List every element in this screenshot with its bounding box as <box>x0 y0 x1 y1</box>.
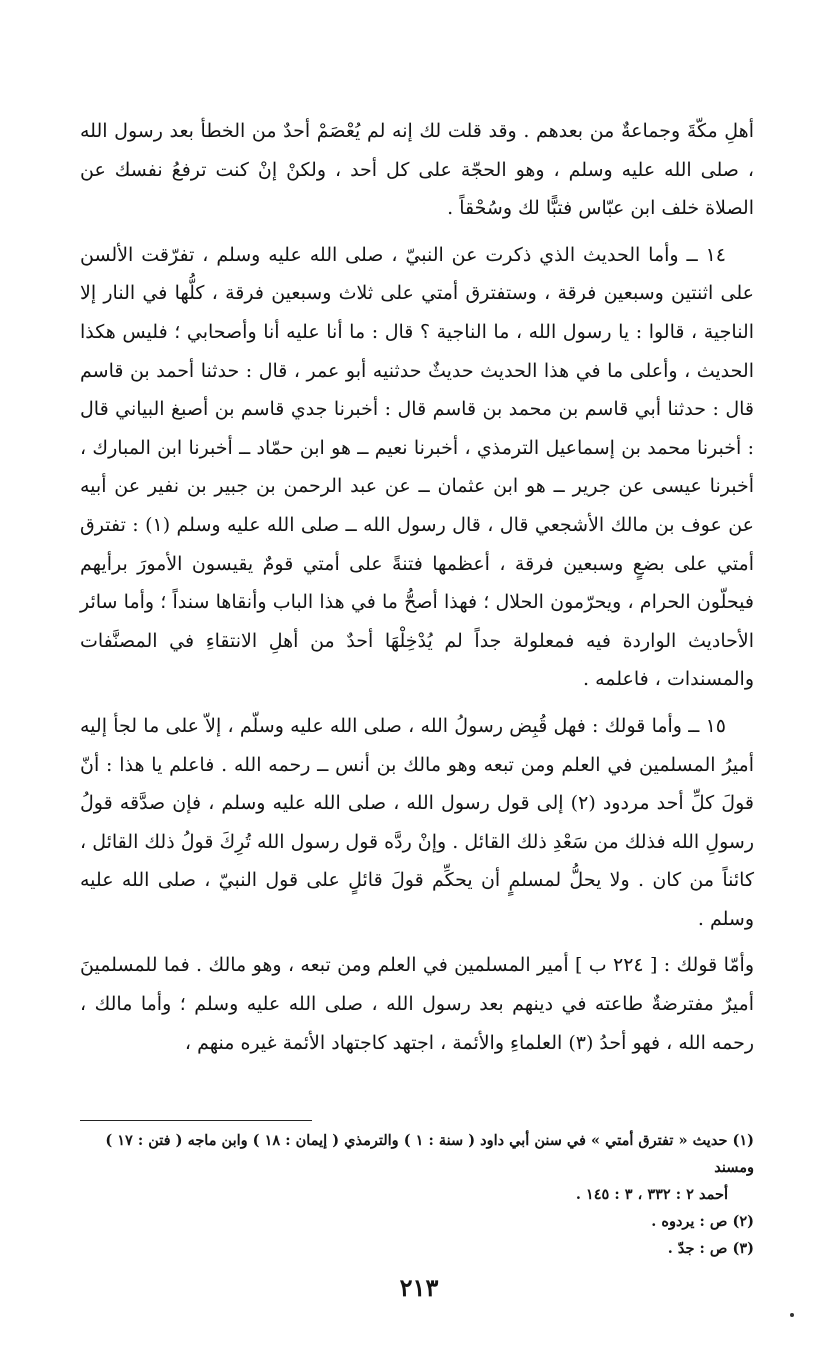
footnote-divider <box>80 1120 312 1121</box>
page-number: ٢١٣ <box>399 1273 439 1302</box>
paragraph-14: ١٤ ــ وأما الحديث الذي ذكرت عن النبيّ ، صلى الله عليه وسلم ، تفرّقت الألسن على اثنتين وسبعين فرقة ، وستفترق أمتي على ثلاث وسبعين فرقة ، كلُّها في النار إلا الناجية ، قالوا : يا رسول الله ، ما الناجية ؟ قال : ما أنا عليه أنا وأصحابي ؛ فليس هكذا الحديث ، وأعلى ما في هذا الحديث حديثٌ حدثنيه أبو عمر ، قال : حدثنا أحمد بن قاسم قال : حدثنا أبي قاسم بن محمد بن قاسم قال : أخبرنا جدي قاسم بن أصبغ البياني قال : أخبرنا محمد بن إسماعيل الترمذي ، أخبرنا نعيم ــ هو ابن حمّاد ــ أخبرنا ابن المبارك ، أخبرنا عيسى عن جرير ــ هو ابن عثمان ــ عن عبد الرحمن بن جبير بن نفير عن أبيه عن عوف بن مالك الأشجعي قال ، قال رسول الله ــ صلى الله عليه وسلم (١) : تفترق أمتي على بضعٍ وسبعين فرقة ، أعظمها فتنةً على أمتي قومٌ يقيسون الأمورَ برأيهم فيحلّون الحرام ، ويحرّمون الحلال ؛ فهذا أصحُّ ما في هذا الباب وأنقاها سنداً ؛ وأما سائر الأحاديث الواردة فيه فمعلولة جداً لم يُدْخِلْهَا أحدٌ من أهلِ الانتقاءِ في المصنَّفات والمسندات ، فاعلمه . <box>80 243 754 691</box>
footnote-2: (٢) ص : يردوه . <box>651 1213 754 1230</box>
scan-speck <box>790 1313 794 1317</box>
paragraph-4: وأمّا قولك : [ ٢٢٤ ب ] أمير المسلمين في العلم ومن تبعه ، وهو مالك . فما للمسلمينَ أميرٌ مفترضةٌ طاعته في دينهم بعد رسول الله ، صلى الله عليه وسلم ؛ وأما مالك ، رحمه الله ، فهو أحدُ (٣) العلماءِ والأئمة ، اجتهد كاجتهاد الأئمة غيره منهم ، <box>80 954 755 1054</box>
paragraph-15: ١٥ ــ وأما قولك : فهل قُبِض رسولُ الله ، صلى الله عليه وسلّم ، إلاّ على ما لجأ إليه أميرُ المسلمين في العلم ومن تبعه وهو مالك بن أنس ــ رحمه الله . فاعلم يا هذا : أنّ قولَ كلِّ أحد مردود (٢) إلى قول رسول الله ، صلى الله عليه وسلم ، فإن صدَّقه قولُ رسولِ الله فذلك من سَعْدِ ذلك القائل . وإنْ ردَّه قول رسول الله تُرِكَ قولُ ذلك القائل ، كائناً من كان . ولا يحلُّ لمسلمٍ أن يحكِّم قولَ قائلٍ على قول النبيّ ، صلى الله عليه وسلم . <box>80 714 755 930</box>
footnotes <box>84 1127 754 1262</box>
footnote-1: (١) حديث « تفترق أمتي » في سنن أبي داود ( سنة : ١ ) والترمذي ( إيمان : ١٨ ) وابن ماجه ( فتن : ١٧ ) ومسند <box>105 1132 754 1176</box>
paragraph-1: أهلِ مكّةَ وجماعةٌ من بعدهم . وقد قلت لك إنه لم يُعْصَمْ أحدٌ من الخطأ بعد رسول الله ، صلى الله عليه وسلم ، وهو الحجّة على كل أحد ، ولكنْ إنْ كنت ترفعُ نفسك عن الصلاة خلف ابن عبّاس فتبًّا لك وسُحْقاً . <box>80 120 754 220</box>
footnote-1-continued: أحمد ٢ : ٣٣٢ ، ٣ : ١٤٥ . <box>575 1186 728 1203</box>
main-text <box>80 112 754 1062</box>
footnote-3: (٣) ص : جدّ . <box>667 1240 754 1257</box>
